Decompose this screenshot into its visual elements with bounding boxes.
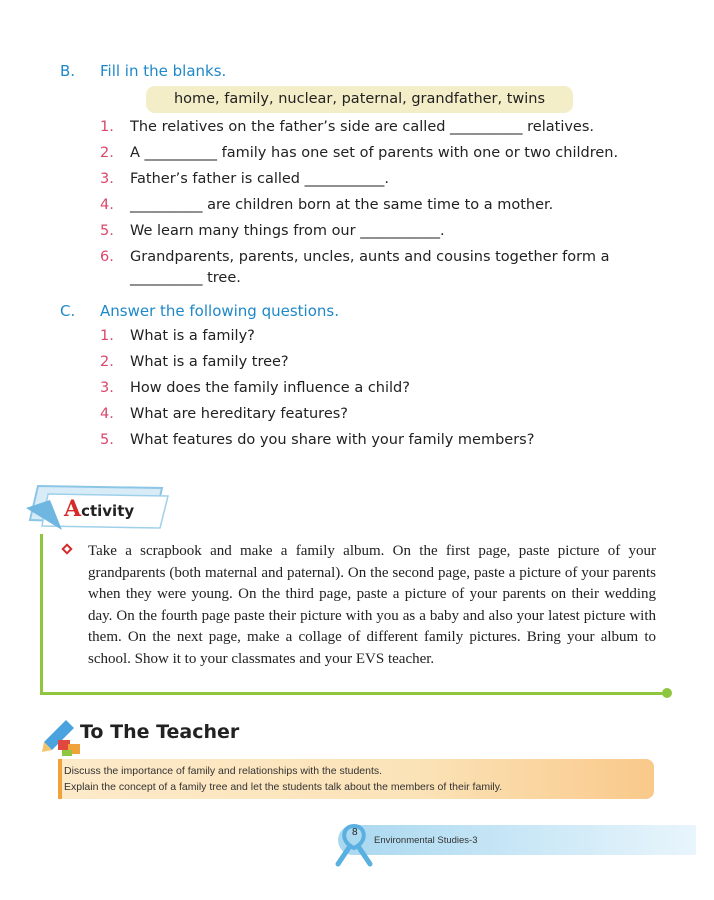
item-number: 2. [100, 354, 114, 370]
item-number: 3. [100, 171, 114, 187]
list-item [100, 197, 553, 213]
list-item [100, 171, 389, 187]
item-text: The relatives on the father’s side are called __________ relatives. [130, 119, 595, 135]
list-item [100, 249, 609, 265]
item-text-continued: __________ tree. [130, 270, 241, 286]
item-number: 4. [100, 197, 114, 213]
item-text: What is a family tree? [130, 354, 289, 370]
activity-border-bottom [40, 692, 668, 695]
item-number: 1. [100, 119, 114, 135]
section-b-heading [60, 62, 226, 80]
item-text: How does the family influence a child? [130, 380, 410, 396]
item-text: __________ are children born at the same time to a mother. [130, 197, 554, 213]
list-item [100, 354, 289, 370]
section-c-letter: C. [60, 302, 76, 320]
item-text: A __________ family has one set of parents with one or two children. [130, 145, 619, 161]
section-c-heading [60, 302, 339, 320]
section-c-title: Answer the following questions. [100, 302, 339, 320]
teacher-pencil-icon [40, 714, 84, 758]
teacher-note-line: Discuss the importance of family and relationships with the students. [64, 765, 383, 777]
page-number: 8 [352, 827, 358, 838]
list-item [100, 432, 534, 448]
list-item [100, 328, 255, 344]
item-text: We learn many things from our ___________. [130, 223, 445, 239]
list-item [100, 223, 445, 239]
item-text: What are hereditary features? [130, 406, 348, 422]
activity-border-left [40, 534, 43, 694]
item-number: 4. [100, 406, 114, 422]
list-item [100, 145, 618, 161]
section-b-title: Fill in the blanks. [100, 62, 227, 80]
item-number: 5. [100, 432, 114, 448]
activity-label-rest: ctivity [81, 502, 135, 520]
item-text: What features do you share with your family members? [130, 432, 535, 448]
item-text: What is a family? [130, 328, 255, 344]
list-item [100, 406, 348, 422]
item-number: 6. [100, 249, 114, 265]
activity-text: Take a scrapbook and make a family album. On the first page, paste picture of your grandparents (both maternal and paternal). On the second page, paste a picture of your parents when they were young. On the third page, paste a picture of your parents on their wedding day. On the fourth page paste their picture with you as a baby and also your latest picture with them. On the next page, make a collage of different family pictures. Bring your album to school. Show it to your classmates and your EVS teacher. [88, 543, 656, 667]
activity-label-cap: A [64, 496, 82, 522]
word-bank: home, family, nuclear, paternal, grandfather, twins [146, 86, 573, 113]
bullet-diamond-icon [61, 543, 72, 554]
activity-border-dot [662, 688, 672, 698]
item-number: 3. [100, 380, 114, 396]
activity-label [64, 496, 134, 522]
section-b-letter: B. [60, 62, 76, 80]
item-text: Father’s father is called ___________. [130, 171, 389, 187]
teacher-note-line: Explain the concept of a family tree and let the students talk about the members of their family. [64, 781, 503, 793]
item-number: 2. [100, 145, 114, 161]
book-title: Environmental Studies-3 [374, 835, 478, 846]
teacher-title: To The Teacher [80, 721, 240, 743]
list-item [100, 380, 410, 396]
item-number: 1. [100, 328, 114, 344]
item-text: Grandparents, parents, uncles, aunts and cousins together form a [130, 249, 610, 265]
item-number: 5. [100, 223, 114, 239]
list-item [100, 119, 594, 135]
